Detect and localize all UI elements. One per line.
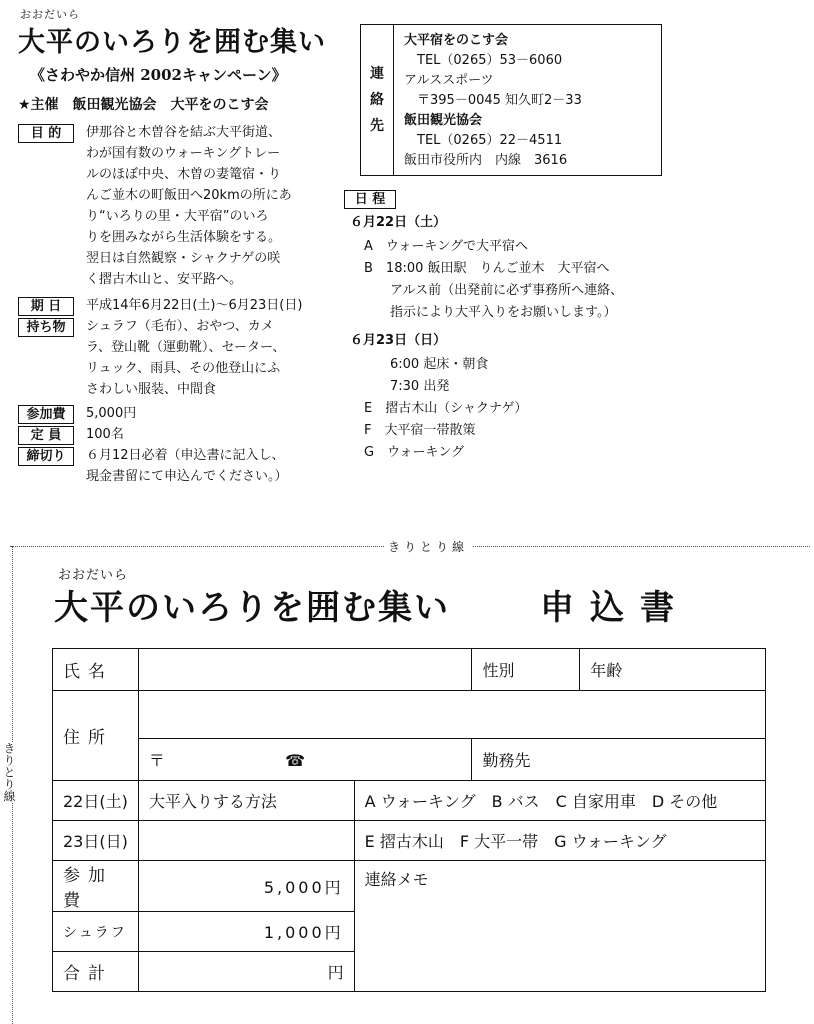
fee-row-label: 参加費 <box>53 861 139 912</box>
total-label: 合計 <box>53 952 139 992</box>
schedule-day1-items: A ウォーキングで大平宿へ B 18:00 飯田駅 りんご並木 大平宿へ アルス前（出発前に必ず事務所へ連絡、 指示により大平入りをお願いします。） <box>364 239 624 320</box>
address-label: 住所 <box>53 691 139 781</box>
day23-blank-field[interactable] <box>138 821 354 861</box>
fee-label: 参加費 <box>18 405 74 424</box>
day23-label: 23日(日) <box>53 821 139 861</box>
schedule-day1: ６月22日（土） <box>350 215 447 230</box>
name-field[interactable] <box>138 649 472 691</box>
event-title: 大平のいろりを囲む集い <box>18 27 326 58</box>
schedule-day2: ６月23日（日） <box>350 333 447 348</box>
contact-box <box>360 24 662 176</box>
form-title-application: 申込書 <box>540 588 690 628</box>
capacity-value: 100名 <box>86 427 124 442</box>
purpose-text: 伊那谷と木曽谷を結ぶ大平街道、 わが国有数のウォーキングトレー ルのほぼ中央、木曽の妻篭宿・り んご並木の町飯田へ20kmの所にあ り“いろりの里・大平宿”のいろ りを囲みながら生活体験をする。 翌日は自然観察・シャクナゲの咲 く摺古木山と、安平路へ。 <box>86 125 292 287</box>
sex-field[interactable] <box>472 649 580 691</box>
sleeping-bag-value: 1,000円 <box>138 912 354 952</box>
application-form <box>52 648 766 992</box>
day22-options[interactable]: A ウォーキング B バス C 自家用車 D その他 <box>354 781 765 821</box>
entry-method-label: 大平入りする方法 <box>138 781 354 821</box>
sex-label: 性別 <box>482 661 515 680</box>
contact-details: 大平宿をのこす会 TEL（0265）53－6060 アルススポーツ 〒395－0045 知久町2－33 飯田観光協会 TEL（0265）22－4511 飯田市役所内 内線 3616 <box>404 33 582 168</box>
total-field[interactable] <box>138 952 354 992</box>
workplace-field[interactable] <box>472 739 766 781</box>
postal-mark-icon: 〒 <box>148 751 165 770</box>
schedule-label: 日 程 <box>344 190 396 209</box>
workplace-label: 勤務先 <box>482 751 531 770</box>
purpose-label: 目 的 <box>18 124 74 143</box>
total-unit: 円 <box>327 963 344 982</box>
items-text: シュラフ（毛布）、おやつ、カメ ラ、登山靴（運動靴）、セーター、 リュック、雨具、その他登山にふ さわしい服装、中間食 <box>86 319 286 397</box>
contact-side-label: 連 絡 先 <box>361 25 394 175</box>
form-title: 大平のいろりを囲む集い <box>54 588 450 628</box>
postal-phone-field[interactable] <box>138 739 472 781</box>
fee-value: 5,000円 <box>86 406 137 421</box>
title-ruby: おおだいら <box>20 8 80 21</box>
day23-options[interactable]: E 摺古木山 F 大平一帯 G ウォーキング <box>354 821 765 861</box>
age-label: 年齢 <box>590 661 623 680</box>
fee-row-value: 5,000円 <box>138 861 354 912</box>
contact-memo-field[interactable] <box>354 861 765 992</box>
form-title-ruby: おおだいら <box>58 568 129 583</box>
address-field[interactable] <box>138 691 765 739</box>
name-label: 氏名 <box>53 649 139 691</box>
deadline-label: 締切り <box>18 447 74 466</box>
deadline-text: ６月12日必着（申込書に記入し、 現金書留にて申込んでください。） <box>86 448 288 484</box>
age-field[interactable] <box>580 649 766 691</box>
schedule-day2-items: 6:00 起床・朝食 7:30 出発 E 摺古木山（シャクナゲ） F 大平宿一帯散策 G ウォーキング <box>364 357 528 460</box>
day22-label: 22日(土) <box>53 781 139 821</box>
capacity-label: 定 員 <box>18 426 74 445</box>
memo-label: 連絡メモ <box>364 870 429 889</box>
items-label: 持ち物 <box>18 318 74 337</box>
cut-line-label-vertical: きりとり線 <box>4 742 20 802</box>
phone-icon: ☎ <box>285 751 306 770</box>
sleeping-bag-label: シュラフ <box>53 912 139 952</box>
sponsor-line: ★主催 飯田観光協会 大平をのこす会 <box>18 97 269 113</box>
dates-label: 期 日 <box>18 297 74 316</box>
campaign-subtitle: 《さわやか信州 2002キャンペーン》 <box>30 66 287 84</box>
cut-line-label: きりとり線 <box>384 538 472 555</box>
dates-value: 平成14年6月22日(土)～6月23日(日) <box>86 298 303 313</box>
